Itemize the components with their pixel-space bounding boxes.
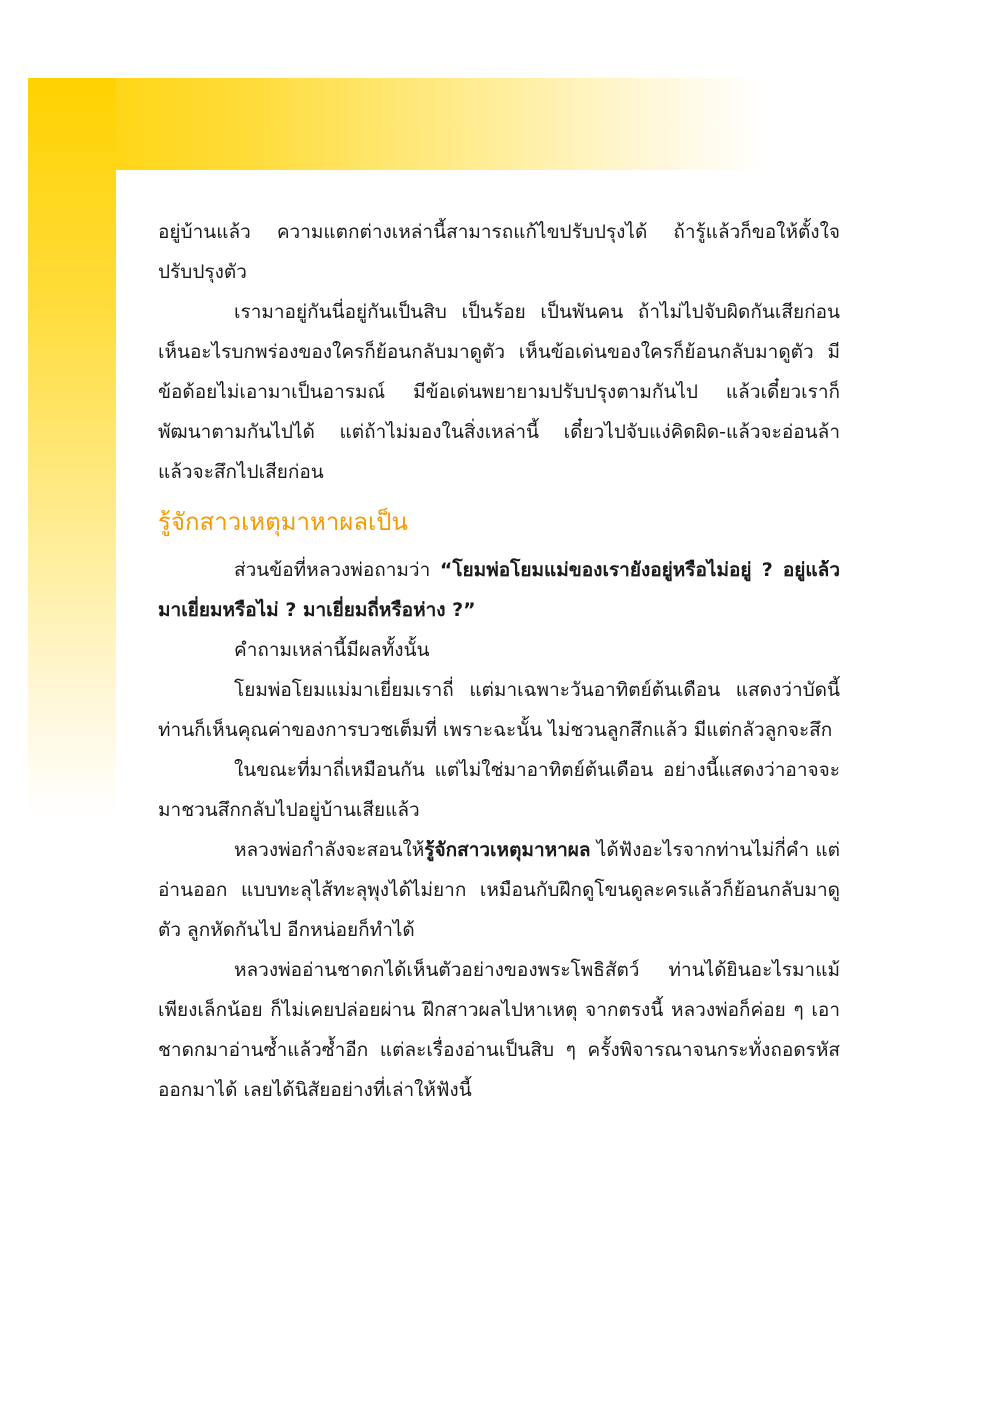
paragraph-3-question: “โยมพ่อโยมแม่ของเรายังอยู่หรือไม่อยู่ ? อยู่แล้วมาเยี่ยมหรือไม่ ? มาเยี่ยมถี่หรือห่าง ?” — [158, 559, 840, 621]
paragraph-7-rest: ได้ฟังอะไรจากท่านไม่กี่คำ แต่อ่านออก แบบทะลุไส้ทะลุพุงได้ไม่ยาก เหมือนกับฝึกดูโขนดูละครแล้วก็ย้อนกลับมาดูตัว ลูกหัดกันไป อีกหน่อยก็ทำได้ — [158, 839, 840, 941]
decorative-left-band — [28, 78, 116, 818]
paragraph-2: เรามาอยู่กันนี่อยู่กันเป็นสิบ เป็นร้อย เป็นพันคน ถ้าไม่ไปจับผิดกันเสียก่อน เห็นอะไรบกพร่องของใครก็ย้อนกลับมาดูตัว เห็นข้อเด่นของใครก็ย้อนกลับมาดูตัว มีข้อด้อยไม่เอามาเป็นอารมณ์ มีข้อเด่นพยายามปรับปรุงตามกันไป แล้วเดี๋ยวเราก็พัฒนาตามกันไปได้ แต่ถ้าไม่มองในสิ่งเหล่านี้ เดี๋ยวไปจับแง่คิดผิด-แล้วจะอ่อนล้า แล้วจะสึกไปเสียก่อน — [158, 301, 840, 483]
paragraph-7-intro: หลวงพ่อกำลังจะสอนให้ — [234, 839, 425, 861]
paragraph-4: คำถามเหล่านี้มีผลทั้งนั้น — [234, 639, 430, 661]
paragraph-8: หลวงพ่ออ่านชาดกได้เห็นตัวอย่างของพระโพธิสัตว์ ท่านได้ยินอะไรมาแม้เพียงเล็กน้อย ก็ไม่เคยปล่อยผ่าน ฝึกสาวผลไปหาเหตุ จากตรงนี้ หลวงพ่อก็ค่อย ๆ เอาชาดกมาอ่านซ้ำแล้วซ้ำอีก แต่ละเรื่องอ่านเป็นสิบ ๆ ครั้งพิจารณาจนกระทั่งถอดรหัสออกมาได้ เลยได้นิสัยอย่างที่เล่าให้ฟังนี้ — [158, 959, 840, 1101]
paragraph-6: ในขณะที่มาถี่เหมือนกัน แต่ไม่ใช่มาอาทิตย์ต้นเดือน อย่างนี้แสดงว่าอาจจะมาชวนสึกกลับไปอยู่บ้านเสียแล้ว — [158, 759, 840, 821]
paragraph-7 — [158, 830, 840, 950]
paragraph-1: อยู่บ้านแล้ว ความแตกต่างเหล่านี้สามารถแก้ไขปรับปรุงได้ ถ้ารู้แล้วก็ขอให้ตั้งใจปรับปรุงตัว — [158, 221, 840, 283]
paragraph-3 — [158, 550, 840, 630]
paragraph-7-emphasis: รู้จักสาวเหตุมาหาผล — [424, 839, 591, 861]
paragraph-5: โยมพ่อโยมแม่มาเยี่ยมเราถี่ แต่มาเฉพาะวันอาทิตย์ต้นเดือน แสดงว่าบัดนี้ท่านก็เห็นคุณค่าของการบวชเต็มที่ เพราะฉะนั้น ไม่ชวนลูกสึกแล้ว มีแต่กลัวลูกจะสึก — [158, 679, 840, 741]
section-heading: รู้จักสาวเหตุมาหาผลเป็น — [158, 508, 408, 536]
page-content — [158, 212, 840, 1110]
decorative-top-band — [28, 78, 768, 170]
paragraph-3-intro: ส่วนข้อที่หลวงพ่อถามว่า — [234, 559, 440, 581]
